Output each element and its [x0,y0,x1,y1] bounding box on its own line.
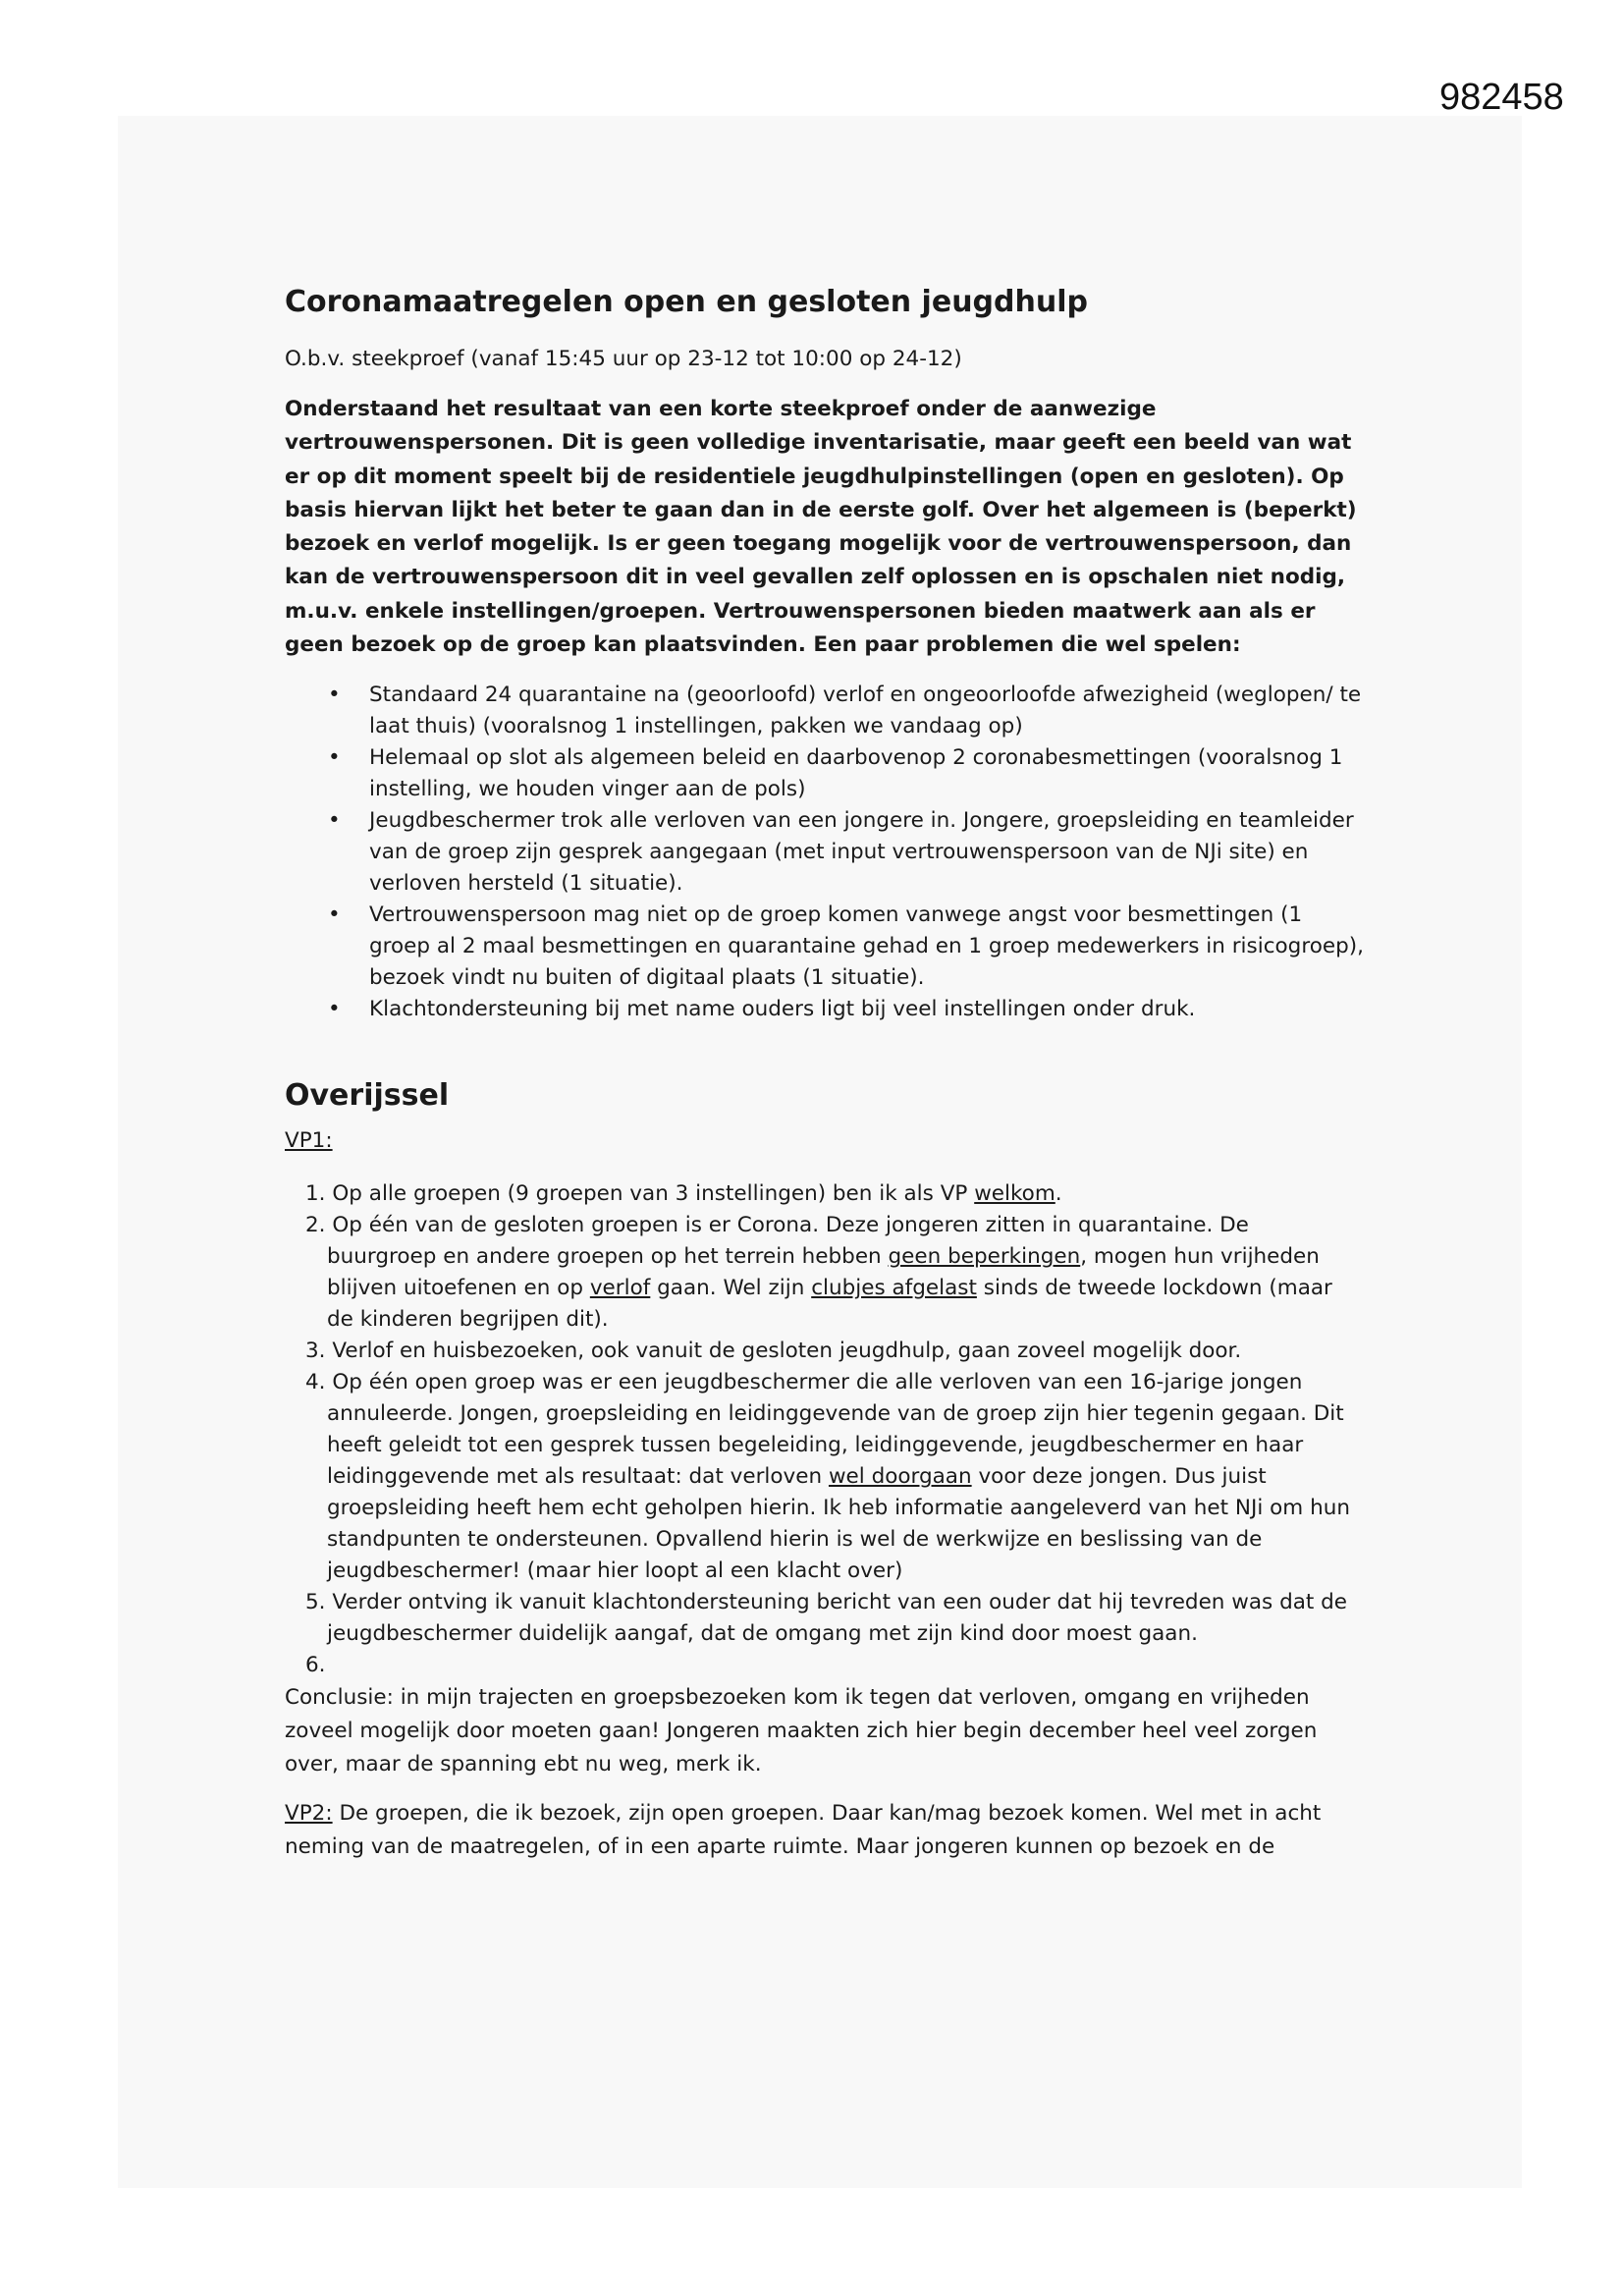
document-title: Coronamaatregelen open en gesloten jeugdhulp [285,285,1088,319]
vp2-paragraph [285,1797,1365,1864]
list-item: • Standaard 24 quarantaine na (geoorloofd) verlof en ongeoorloofde afwezigheid (weglopen/ te laat thuis) (vooralsnog 1 instellingen, pakken we vandaag op) [369,680,1365,742]
list-item: 4. Op één open groep was er een jeugdbeschermer die alle verloven van een 16-jarige jongen annuleerde. Jongen, groepsleiding en leidinggevende van de groep zijn hier tegenin gegaan. Dit heeft geleidt tot een gesprek tussen begeleiding, leidinggevende, jeugdbeschermer en haar leidinggevende met als resultaat: dat verloven wel doorgaan voor deze jongen. Dus juist groepsleiding heeft hem echt geholpen hierin. Ik heb informatie aangeleverd van het NJi om hun standpunten te ondersteunen. Opvallend hierin is wel de werkwijze en beslissing van de jeugdbeschermer! (maar hier loopt al een klacht over) [305,1370,1350,1584]
list-item: • Helemaal op slot als algemeen beleid en daarbovenop 2 coronabesmettingen (vooralsnog 1 instelling, we houden vinger aan de pols) [369,742,1365,805]
list-item: 3. Verlof en huisbezoeken, ook vanuit de gesloten jeugdhulp, gaan zoveel mogelijk door. [305,1339,1242,1364]
problem-list [285,680,1365,1025]
document-number: 982458 [1439,77,1564,118]
vp1-list [285,1178,1365,1681]
list-item: 5. Verder ontving ik vanuit klachtondersteuning bericht van een ouder dat hij tevreden was dat de jeugdbeschermer duidelijk aangaf, dat de omgang met zijn kind door moest gaan. [305,1590,1348,1647]
vp2-label: VP2: [285,1801,333,1827]
list-item: 2. Op één van de gesloten groepen is er Corona. Deze jongeren zitten in quarantaine. De buurgroep en andere groepen op het terrein hebben geen beperkingen, mogen hun vrijheden blijven uitoefenen en op verlof gaan. Wel zijn clubjes afgelast sinds de tweede lockdown (maar de kinderen begrijpen dit). [305,1213,1332,1333]
list-item: • Klachtondersteuning bij met name ouders ligt bij veel instellingen onder druk. [369,994,1365,1025]
list-item: • Jeugdbeschermer trok alle verloven van een jongere in. Jongere, groepsleiding en teamleider van de groep zijn gesprek aangegaan (met input vertrouwenspersoon van de NJi site) en verloven hersteld (1 situatie). [369,805,1365,900]
intro-paragraph: Onderstaand het resultaat van een korte steekproef onder de aanwezige vertrouwenspersonen. Dit is geen volledige inventarisatie, maar geeft een beeld van wat er op dit moment speelt bij de residentiele jeugdhulpinstellingen (open en gesloten). Op basis hiervan lijkt het beter te gaan dan in de eerste golf. Over het algemeen is (beperkt) bezoek en verlof mogelijk. Is er geen toegang mogelijk voor de vertrouwenspersoon, dan kan de vertrouwenspersoon dit in veel gevallen zelf oplossen en is opschalen niet nodig, m.u.v. enkele instellingen/groepen. Vertrouwenspersonen bieden maatwerk aan als er geen bezoek op de groep kan plaatsvinden. Een paar problemen die wel spelen: [285,397,1357,658]
list-item: 6. [305,1653,326,1678]
vp1-conclusion: Conclusie: in mijn trajecten en groepsbezoeken kom ik tegen dat verloven, omgang en vrijheden zoveel mogelijk door moeten gaan! Jongeren maakten zich hier begin december heel veel zorgen over, maar de spanning ebt nu weg, merk ik. [285,1685,1318,1777]
vp1-label: VP1: [285,1128,333,1154]
list-item: • Vertrouwenspersoon mag niet op de groep komen vanwege angst voor besmettingen (1 groep al 2 maal besmettingen en quarantaine gehad en 1 groep medewerkers in risicogroep), bezoek vindt nu buiten of digitaal plaats (1 situatie). [369,900,1365,994]
vp2-text: De groepen, die ik bezoek, zijn open groepen. Daar kan/mag bezoek komen. Wel met in acht neming van de maatregelen, of in een aparte ruimte. Maar jongeren kunnen op bezoek en de [285,1801,1322,1860]
document-body [285,283,1365,1864]
document-subtitle: O.b.v. steekproef (vanaf 15:45 uur op 23-12 tot 10:00 op 24-12) [285,347,962,371]
list-item: 1. Op alle groepen (9 groepen van 3 instellingen) ben ik als VP welkom. [305,1181,1062,1207]
section-title: Overijssel [285,1078,450,1114]
